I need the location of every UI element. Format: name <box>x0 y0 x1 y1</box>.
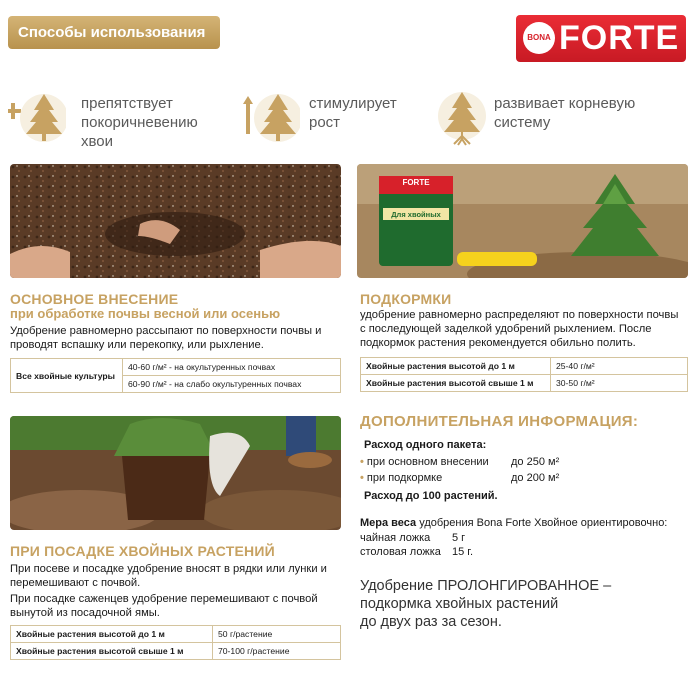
plants-count: Расход до 100 растений. <box>364 490 498 502</box>
spoon-tablespoon-label: столовая ложка <box>360 546 441 558</box>
main-application-subtitle: при обработке почвы весной или осенью <box>10 306 281 321</box>
benefit-2-text: стимулирует рост <box>309 95 397 131</box>
table-label: Хвойные растения высотой до 1 м <box>11 626 213 643</box>
measure-label: Мера веса <box>360 517 417 529</box>
section-header: Способы использования <box>8 16 220 49</box>
logo-brand: FORTE <box>559 19 680 57</box>
table-row <box>11 643 341 660</box>
logo-badge: BONA <box>523 22 555 54</box>
main-application-title: ОСНОВНОЕ ВНЕСЕНИЕ <box>10 291 179 307</box>
benefit-2 <box>242 88 300 151</box>
benefit-1 <box>8 88 66 151</box>
consumption-item-value: до 250 м² <box>511 456 560 468</box>
planting-text-1: При посеве и посадке удобрение вносят в рядки или лунки и перемешивают с почвой. <box>10 563 327 589</box>
planting-title: ПРИ ПОСАДКЕ ХВОЙНЫХ РАСТЕНИЙ <box>10 543 275 559</box>
table-cell: 50 г/растение <box>213 626 341 643</box>
table-cell: 30-50 г/м² <box>551 375 688 392</box>
feeding-text: удобрение равномерно распределяют по поверхности почвы с последующей заделкой удобрений рыхлением. После подкормок растения рекомендуется обильно полить. <box>360 309 679 349</box>
measure-line <box>360 516 667 530</box>
feeding-title: ПОДКОРМКИ <box>360 291 452 307</box>
benefit-1-text: препятствует покоричневению хвои <box>81 95 198 150</box>
consumption-item-2 <box>360 471 442 485</box>
table-label: Хвойные растения высотой до 1 м <box>361 358 551 375</box>
consumption-item-label: при подкормке <box>366 472 443 484</box>
table-cell: 40-60 г/м² - на окультуренных почвах <box>123 359 341 376</box>
consumption-item-1 <box>360 455 489 469</box>
table-cell: 70-100 г/растение <box>213 643 341 660</box>
consumption-item-value: до 200 м² <box>511 472 560 484</box>
bullet: • <box>360 456 364 468</box>
pack-label: Для хвойных <box>391 210 441 219</box>
table-label: Хвойные растения высотой свыше 1 м <box>361 375 551 392</box>
table-label: Все хвойные культуры <box>11 359 123 393</box>
plus-tree-icon <box>8 88 66 146</box>
planting-text-2: При посадке саженцев удобрение перемешивают с почвой вынутой из посадочной ямы. <box>10 593 318 619</box>
benefit-3 <box>432 88 490 151</box>
photo-planting <box>10 416 341 530</box>
main-application-table <box>10 358 341 393</box>
root-tree-icon <box>432 88 490 146</box>
benefit-3-text: развивает корневую систему <box>494 95 636 131</box>
measure-text: удобрения Bona Forte Хвойное ориентировочно: <box>416 517 668 529</box>
table-cell: 60-90 г/м² - на слабо окультуренных почвах <box>123 376 341 393</box>
table-row <box>361 358 688 375</box>
planting-table <box>10 625 341 660</box>
photo-soil-hands <box>10 164 341 278</box>
spoon-teaspoon-label: чайная ложка <box>360 532 431 544</box>
consumption-label: Расход одного пакета: <box>364 439 487 451</box>
extra-info-title: ДОПОЛНИТЕЛЬНАЯ ИНФОРМАЦИЯ: <box>360 413 639 430</box>
table-label: Хвойные растения высотой свыше 1 м <box>11 643 213 660</box>
consumption-item-label: при основном внесении <box>366 456 489 468</box>
table-cell: 25-40 г/м² <box>551 358 688 375</box>
spoon-tablespoon-value: 15 г. <box>452 546 474 558</box>
photo-fertilizer-pack <box>357 164 688 278</box>
main-application-text: Удобрение равномерно рассыпают по поверхности почвы и проводят вспашку или перекопку, или рыхление. <box>10 325 322 351</box>
bullet: • <box>360 472 364 484</box>
spoon-teaspoon-value: 5 г <box>452 532 466 544</box>
prolonged-note: Удобрение ПРОЛОНГИРОВАННОЕ – подкормка хвойных растений до двух раз за сезон. <box>360 578 612 630</box>
table-row <box>361 375 688 392</box>
table-row <box>11 626 341 643</box>
bona-forte-logo <box>516 15 686 62</box>
feeding-table <box>360 357 688 392</box>
pack-brand: FORTE <box>402 178 430 187</box>
arrow-tree-icon <box>242 88 300 146</box>
